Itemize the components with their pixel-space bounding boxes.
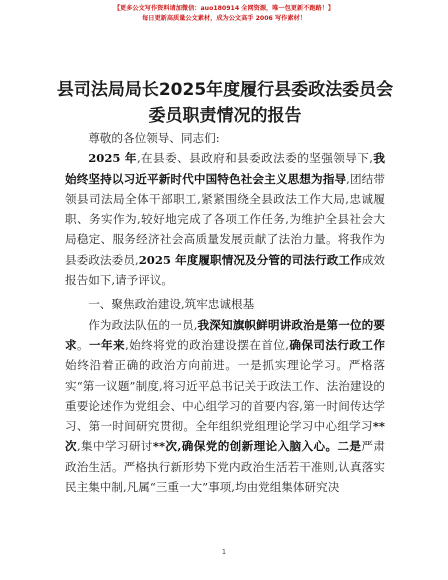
political-bold-2: 一年来 bbox=[89, 337, 126, 352]
intro-bold-1: 我始终坚持以习近平新时代中国特色社会主义思想为指导 bbox=[65, 151, 385, 186]
document-body bbox=[65, 128, 385, 497]
political-bold-4: **次 bbox=[65, 419, 385, 454]
political-bold-1: 我深知旗帜鲜明讲政治是第一位的要求 bbox=[65, 317, 385, 352]
political-bold-3: 确保司法行政工作 bbox=[288, 337, 385, 352]
intro-text-1: ,在县委、县政府和县委政法委的坚强领导下, bbox=[136, 151, 373, 166]
intro-text-3: 成效报告如下,请予评议。 bbox=[65, 252, 385, 288]
intro-text-2: ,团结带领县司法局全体干部职工,紧紧围绕全县政法工作大局,忠诚履职、务实作为,较好地完成了各项工作任务,为维护全县社会大局稳定、服务经济社会高质量发展贡献了法治力量。将我作为县委政法委员, bbox=[65, 171, 385, 267]
political-text-3: ,始终将党的政治建设摆在首位, bbox=[125, 337, 289, 352]
promo-banner-line1: 【更多公文写作资料请加微信：auo180914 全网资源，唯一包更新不跑路！】 bbox=[113, 5, 335, 12]
paragraph-political bbox=[65, 315, 385, 498]
political-bold-7: 二是 bbox=[337, 439, 362, 454]
page-number: 1 bbox=[221, 548, 227, 556]
political-text-1: 作为政法队伍的一员, bbox=[88, 317, 198, 332]
promo-banner-line2: 每日更新高质量公文素材，成为公文高手 2006 写作素材！ bbox=[142, 15, 306, 22]
political-bold-5: **次 bbox=[152, 439, 178, 454]
paragraph-intro bbox=[65, 148, 385, 290]
document-title: 县司法局局长2025年度履行县委政法委员会委员职责情况的报告 bbox=[56, 80, 394, 126]
political-text-4: 始终沿着正确的政治方向前进。一是抓实理论学习。严格落实“第一议题”制度,将习近平总书记关于政法工作、法治建设的重要论述作为党组会、中心组学习的首要内容,第一时间传达学习、第一时间研究贯彻。全年组织党组理论学习中心组学习 bbox=[65, 358, 385, 434]
promo-banner bbox=[0, 4, 448, 24]
political-text-6: 严肃政治生活。严格执行新形势下党内政治生活若干准则,认真落实民主集中制,凡属“三重一大”事项,均由党组集体研究决 bbox=[65, 439, 385, 495]
intro-bold-2: 2025 年度履职情况及分管的司法行政工作 bbox=[138, 252, 362, 267]
section-heading-1: 一、聚焦政治建设,筑牢忠诚根基 bbox=[88, 297, 255, 312]
political-text-2: 。 bbox=[77, 337, 90, 352]
political-text-5: ,集中学习研讨 bbox=[76, 439, 153, 454]
political-bold-6: ,确保党的创新理论入脑入心。 bbox=[177, 439, 338, 454]
salutation: 尊敬的各位领导、同志们: bbox=[88, 131, 220, 145]
intro-year: 2025 年 bbox=[88, 151, 137, 166]
